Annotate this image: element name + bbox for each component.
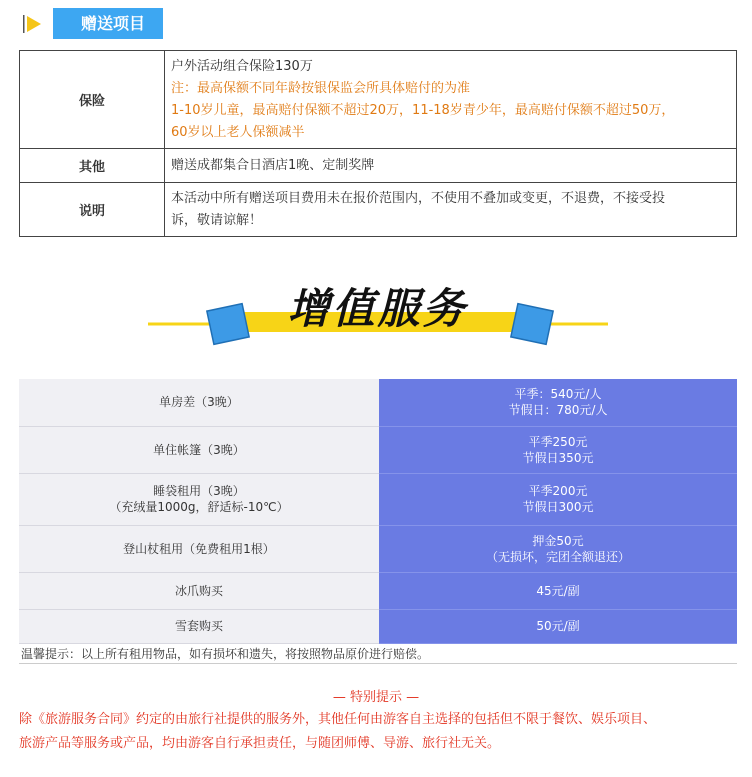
notice-title: — 特别提示 — xyxy=(332,690,420,705)
text-line: 赠送成都集合日酒店1晚、定制奖牌 xyxy=(171,157,375,173)
service-name: 雪套购买 xyxy=(19,609,379,643)
text-line: 本活动中所有赠送项目费用未在报价范围内，不使用不叠加或变更，不退费，不接受投 xyxy=(171,190,666,206)
play-arrow-icon xyxy=(22,13,44,35)
text-line: 诉，敬请谅解！ xyxy=(171,212,263,228)
row-label-note: 说明 xyxy=(20,183,165,237)
text-line: 除《旅游服务合同》约定的由旅行社提供的服务外，其他任何由游客自主选择的包括但不限于餐饮、娱乐项目、 xyxy=(19,712,657,727)
service-price: 平季200元 节假日300元 xyxy=(379,473,737,525)
service-price: 押金50元 （无损坏，完团全额退还） xyxy=(379,525,737,572)
banner-title: 增值服务 xyxy=(287,284,468,333)
table-row xyxy=(19,473,737,525)
row-label-other: 其他 xyxy=(20,149,165,183)
value-added-banner xyxy=(140,270,615,360)
service-name: 登山杖租用（免费租用1根） xyxy=(19,525,379,572)
service-price: 45元/副 xyxy=(379,572,737,609)
row-label-insurance: 保险 xyxy=(20,51,165,149)
service-tip: 温馨提示：以上所有租用物品，如有损坏和遗失，将按照物品原价进行赔偿。 xyxy=(21,647,430,661)
text-line: 60岁以上老人保额减半 xyxy=(171,124,305,140)
service-price: 50元/副 xyxy=(379,609,737,643)
text-line: 注：最高保额不同年龄按银保监会所具体赔付的为准 xyxy=(171,80,471,96)
notice-body xyxy=(19,708,737,756)
service-name: 睡袋租用（3晚） （充绒量1000g，舒适标-10℃） xyxy=(19,473,379,525)
table-row xyxy=(19,525,737,572)
table-row xyxy=(19,379,737,426)
table-row xyxy=(20,51,737,149)
text-line: 户外活动组合保险130万 xyxy=(171,58,313,74)
row-value-insurance xyxy=(165,51,737,149)
row-value-other xyxy=(165,149,737,183)
table-row xyxy=(20,149,737,183)
table-row xyxy=(20,183,737,237)
table-row xyxy=(19,426,737,473)
table-row xyxy=(19,572,737,609)
service-price-table xyxy=(19,379,737,644)
service-price: 平季：540元/人 节假日：780元/人 xyxy=(379,379,737,426)
gift-table xyxy=(19,50,737,237)
divider xyxy=(19,663,737,664)
table-row xyxy=(19,609,737,643)
text-line: 1-10岁儿童，最高赔付保额不超过20万，11-18岁青少年，最高赔付保额不超过50万， xyxy=(171,102,675,118)
service-name: 冰爪购买 xyxy=(19,572,379,609)
service-price: 平季250元 节假日350元 xyxy=(379,426,737,473)
service-name: 单住帐篷（3晚） xyxy=(19,426,379,473)
section-header xyxy=(22,8,163,39)
text-line: 旅游产品等服务或产品，均由游客自行承担责任，与随团师傅、导游、旅行社无关。 xyxy=(19,736,501,751)
service-name: 单房差（3晚） xyxy=(19,379,379,426)
row-value-note xyxy=(165,183,737,237)
section-title: 赠送项目 xyxy=(53,8,163,39)
